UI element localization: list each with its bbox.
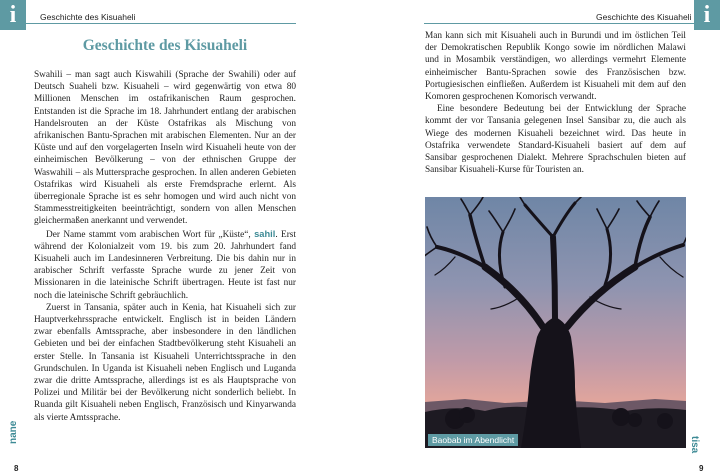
right-paragraph-2: Eine besondere Bedeutung bei der Entwicklung der Sprache kommt der vor Tansania gelegenen Insel Sansibar zu, die auch als Wiege des modernen Kisuaheli bezeichnet wird. Das heute in Ostafrika verwendete Standard-Kisuaheli basiert auf dem auf Sansibar gesprochenen Dialekt. Mehrere Sprachschulen bieten auf Sansibar Kisuaheli-Kurse für Touristen an. xyxy=(425,104,686,176)
header-rule-left xyxy=(26,23,296,24)
header-rule-right xyxy=(424,23,694,24)
photo-caption: Baobab im Abendlicht xyxy=(428,434,518,446)
left-text-column xyxy=(34,69,296,424)
page-number-left: 8 xyxy=(14,464,19,473)
sahil-term: sahil xyxy=(254,228,276,239)
baobab-photo xyxy=(425,197,686,448)
p2-before: Der Name stammt vom arabischen Wort für „Küste“, xyxy=(46,229,255,240)
left-paragraph-1: Swahili – man sagt auch Kiswahili (Sprache der Swahili) oder auf Deutsch Suaheli bzw. Kisuaheli – wird gegenwärtig von etwa 80 Millionen Menschen im ostafrikanischen Raum gesprochen. Entstanden ist die Sprache im 18. Jahrhundert entlang der arabischen Handelsrouten an der Küste Ostafrikas als Mischung von afrikanischen Bantu-Sprachen mit arabischen Elementen. Nur an der Küste und auf den vorgelagerten Inseln wird Kisuaheli heute von der einheimischen Bevölkerung – von der ethnischen Gruppe der Waswahili – als Muttersprache gesprochen. In allen anderen Gebieten Ostafrikas wird Kisuaheli als erste Fremdsprache erlernt. Als überregionale Sprache ist es sehr homogen und wird auch nicht von Stammesstreitigkeiten beeinträchtigt, sondern von allen Menschen gleichermaßen anerkannt und verwendet. xyxy=(34,70,296,227)
running-head-left: Geschichte des Kisuaheli xyxy=(40,12,136,22)
page-number-right: 9 xyxy=(699,464,704,473)
side-tab-right: tisa xyxy=(689,436,700,454)
info-icon-left: i xyxy=(0,0,26,30)
left-paragraph-3: Zuerst in Tansania, später auch in Kenia, hat Kisuaheli sich zur Hauptverkehrssprache entwickelt. Englisch ist in beiden Ländern zwar ebenfalls Amtssprache, aber insbesondere in den ländlichen Gebieten und bei der einfachen Stadtbevölkerung steht Kisuaheli an erster Stelle. In Tansania ist Kisuaheli Unterrichtssprache in den Grundschulen. In Uganda ist Kisuaheli neben Englisch und Luganda zwar die dritte Amtssprache, allerdings ist es als Hauptsprache von Polizei und Militär bei der Bevölkerung nicht sonderlich beliebt. In Ruanda gilt Kisuaheli neben Englisch, Französisch und Kinyarwanda als vierte Amtssprache. xyxy=(34,302,296,423)
side-tab-left: nane xyxy=(8,420,19,444)
right-text-column xyxy=(425,30,686,176)
left-paragraph-2 xyxy=(34,228,296,302)
p2-after: . Erst während der Kolonialzeit vom 19. bis zum 20. Jahrhundert fand Kisuaheli auch im Landesinneren Verbreitung. Die bis dahin nur in arabischer Schrift verfasste Sprache wurde zu jener Zeit von Missionaren in die lateinische Schrift übertragen. Heute ist fast nur noch die lateinische Schrift gebräuchlich. xyxy=(34,229,296,301)
page-title: Geschichte des Kisuaheli xyxy=(82,37,248,54)
right-paragraph-1: Man kann sich mit Kisuaheli auch in Burundi und im östlichen Teil der Demokratischen Republik Kongo sowie im nördlichen Malawi und in Mosambik verständigen, wo allerdings vermehrt Elemente einheimischer Bantu-Sprachen sowie des Französischen bzw. Portugiesischen einfließen. Außerdem ist Kisuaheli mit dem auf den Komoren gesprochenen Komorisch verwandt. xyxy=(425,31,686,103)
running-head-right: Geschichte des Kisuaheli xyxy=(596,12,692,22)
info-icon-right: i xyxy=(694,0,720,30)
